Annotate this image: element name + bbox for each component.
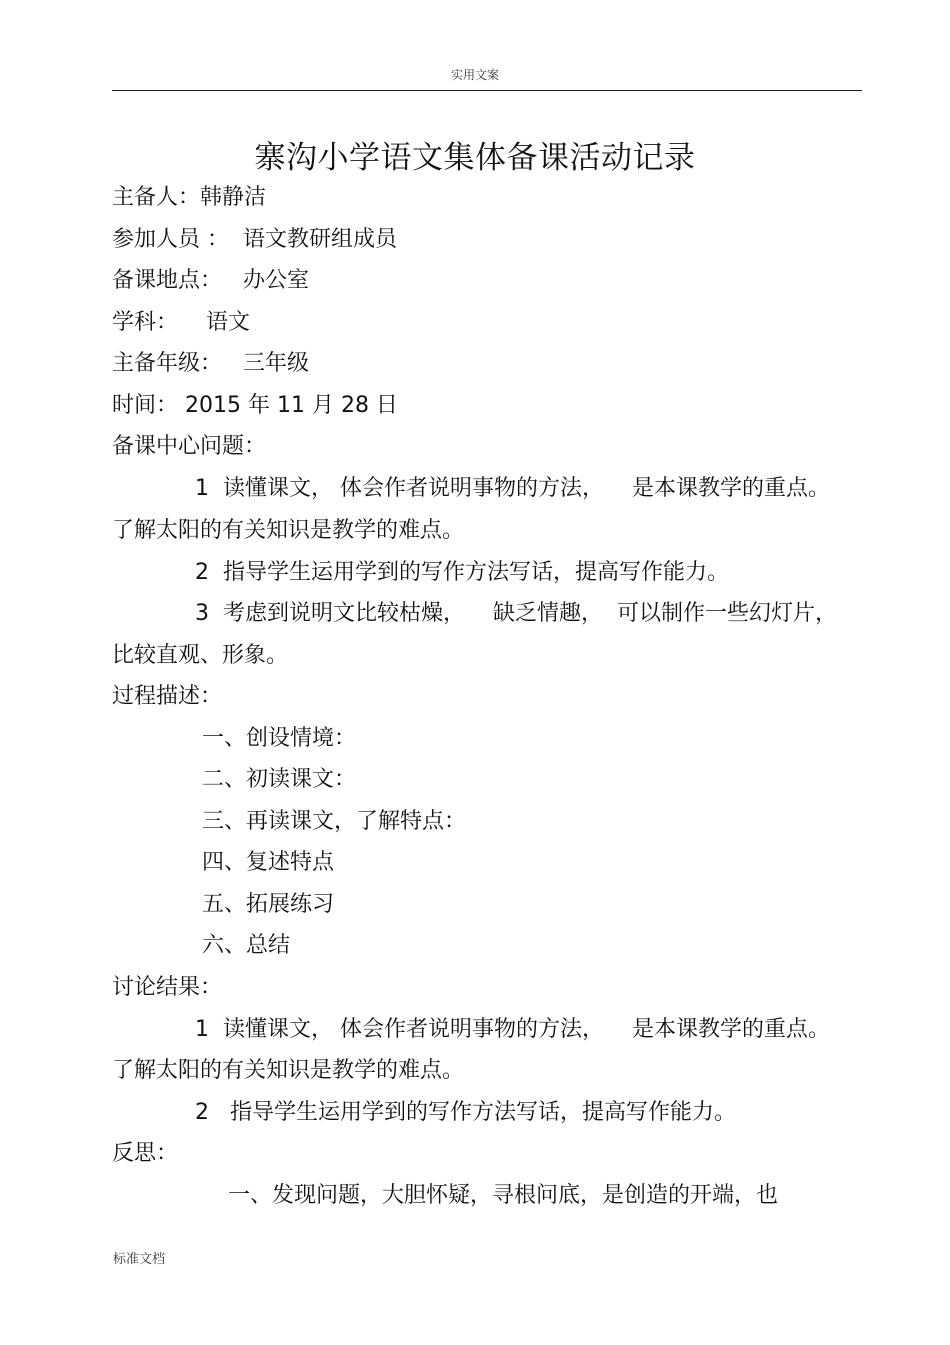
process-step-6: 六、总结 (202, 933, 291, 958)
result-1-line-2: 了解太阳的有关知识是教学的难点。 (112, 1058, 465, 1083)
location-line: 备课地点： 办公室 (112, 268, 309, 293)
central-issues-heading: 备课中心问题： (112, 434, 267, 459)
reflection-1-line-1: 一、发现问题，大胆怀疑，寻根问底，是创造的开端，也 (228, 1183, 779, 1208)
subject-line: 学科： 语文 (112, 310, 250, 335)
reflection-heading: 反思： (112, 1141, 179, 1166)
process-step-5: 五、拓展练习 (202, 892, 335, 917)
central-issue-1-line-1: 1 读懂课文， 体会作者说明事物的方法， 是本课教学的重点。 (195, 476, 830, 501)
participants-line: 参加人员 ： 语文教研组成员 (112, 227, 397, 252)
result-2: 2 指导学生运用学到的写作方法写话，提高写作能力。 (195, 1100, 736, 1125)
preparer-line: 主备人：韩静洁 (112, 185, 267, 210)
central-issue-3-line-2: 比较直观、形象。 (112, 643, 289, 668)
grade-line: 主备年级： 三年级 (112, 351, 309, 376)
header-divider (112, 90, 862, 91)
central-issue-2: 2 指导学生运用学到的写作方法写话，提高写作能力。 (195, 560, 729, 585)
document-title: 寨沟小学语文集体备课活动记录 (254, 140, 696, 176)
process-step-1: 一、创设情境： (202, 726, 357, 751)
page-header: 实用文案 (450, 68, 499, 82)
process-step-3: 三、再读课文，了解特点： (202, 809, 467, 834)
result-1-line-1: 1 读懂课文， 体会作者说明事物的方法， 是本课教学的重点。 (195, 1017, 830, 1042)
process-step-2: 二、初读课文： (202, 767, 357, 792)
page-footer: 标准文档 (113, 1252, 166, 1267)
process-step-4: 四、复述特点 (202, 850, 335, 875)
time-line: 时间： 2015 年 11 月 28 日 (112, 393, 398, 418)
process-heading: 过程描述： (112, 684, 223, 709)
central-issue-1-line-2: 了解太阳的有关知识是教学的难点。 (112, 518, 465, 543)
central-issue-3-line-1: 3 考虑到说明文比较枯燥， 缺乏情趣， 可以制作一些幻灯片， (195, 601, 837, 626)
results-heading: 讨论结果： (112, 975, 223, 1000)
